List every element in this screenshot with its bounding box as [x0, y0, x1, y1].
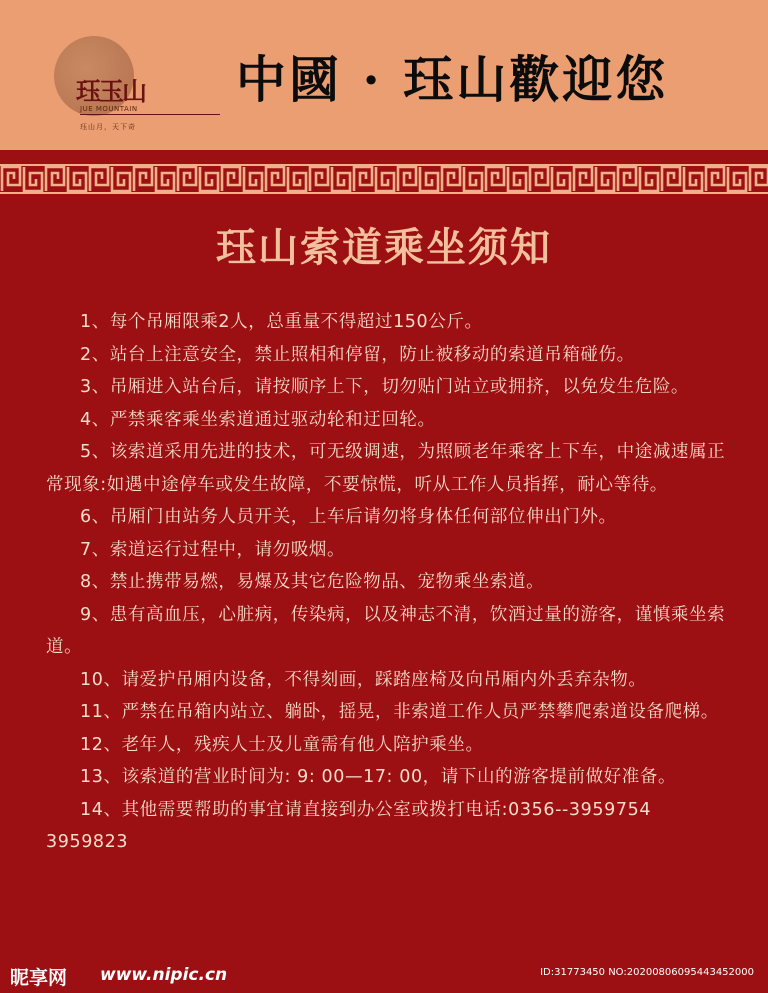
- rule-item: 10、请爱护吊厢内设备，不得刻画，踩踏座椅及向吊厢内外丢弃杂物。: [80, 669, 647, 690]
- rule-item: 8、禁止携带易燃，易爆及其它危险物品、宠物乘坐索道。: [80, 572, 545, 592]
- rule-item: 7、索道运行过程中，请勿吸烟。: [80, 539, 346, 560]
- fret-pattern-band: [0, 150, 768, 204]
- rule-item: 11、严禁在吊箱内站立、躺卧，摇晃，非索道工作人员严禁攀爬索道设备爬梯。: [80, 702, 719, 722]
- rule-item: 6、吊厢门由站务人员开关，上车后请勿将身体任何部位伸出门外。: [80, 507, 617, 527]
- logo-english-name: JUE MOUNTAIN: [80, 105, 138, 113]
- welcome-heading: 中國 · 珏山歡迎您: [236, 50, 669, 109]
- rule-item: 4、严禁乘客乘坐索道通过驱动轮和迂回轮。: [80, 409, 436, 430]
- logo-divider: [80, 114, 220, 115]
- watermark-bar: [0, 955, 768, 993]
- rule-item: 1、每个吊厢限乘2人，总重量不得超过150公斤。: [80, 312, 483, 332]
- rule-item: 3、吊厢进入站台后，请按顺序上下，切勿贴门站立或拥挤，以免发生危险。: [80, 377, 690, 397]
- watermark-url: www.nipic.cn: [100, 965, 228, 985]
- fret-border-pattern: [0, 164, 768, 194]
- watermark-id: ID:31773450 NO:20200806095443452000: [540, 967, 754, 978]
- rule-item: 2、站台上注意安全，禁止照相和停留，防止被移动的索道吊箱碰伤。: [80, 344, 635, 365]
- header: [0, 0, 768, 150]
- rule-item: 14、其他需要帮助的事宜请直接到办公室或拨打电话:0356--3959754 3959823: [46, 799, 658, 852]
- logo-mark: 珏玉山: [76, 77, 146, 106]
- rule-item: 5、该索道采用先进的技术，可无级调速，为照顾老年乘客上下车，中途减速属正常现象:如遇中途停车或发生故障，不要惊慌，听从工作人员指挥，耐心等待。: [46, 442, 726, 495]
- rules-list: [46, 306, 730, 859]
- rule-item: 13、该索道的营业时间为: 9: 00—17: 00，请下山的游客提前做好准备。: [80, 767, 677, 787]
- page-title: 珏山索道乘坐须知: [216, 224, 552, 271]
- logo-tagline: 珏山月，天下奇: [80, 123, 136, 131]
- rule-item: 12、老年人，残疾人士及儿童需有他人陪护乘坐。: [80, 734, 484, 755]
- rule-item: 9、患有高血压，心脏病，传染病，以及神志不清，饮酒过量的游客，谨慎乘坐索道。: [46, 604, 726, 657]
- watermark-brand: 昵享网: [10, 967, 68, 989]
- jue-mountain-logo: [50, 36, 230, 146]
